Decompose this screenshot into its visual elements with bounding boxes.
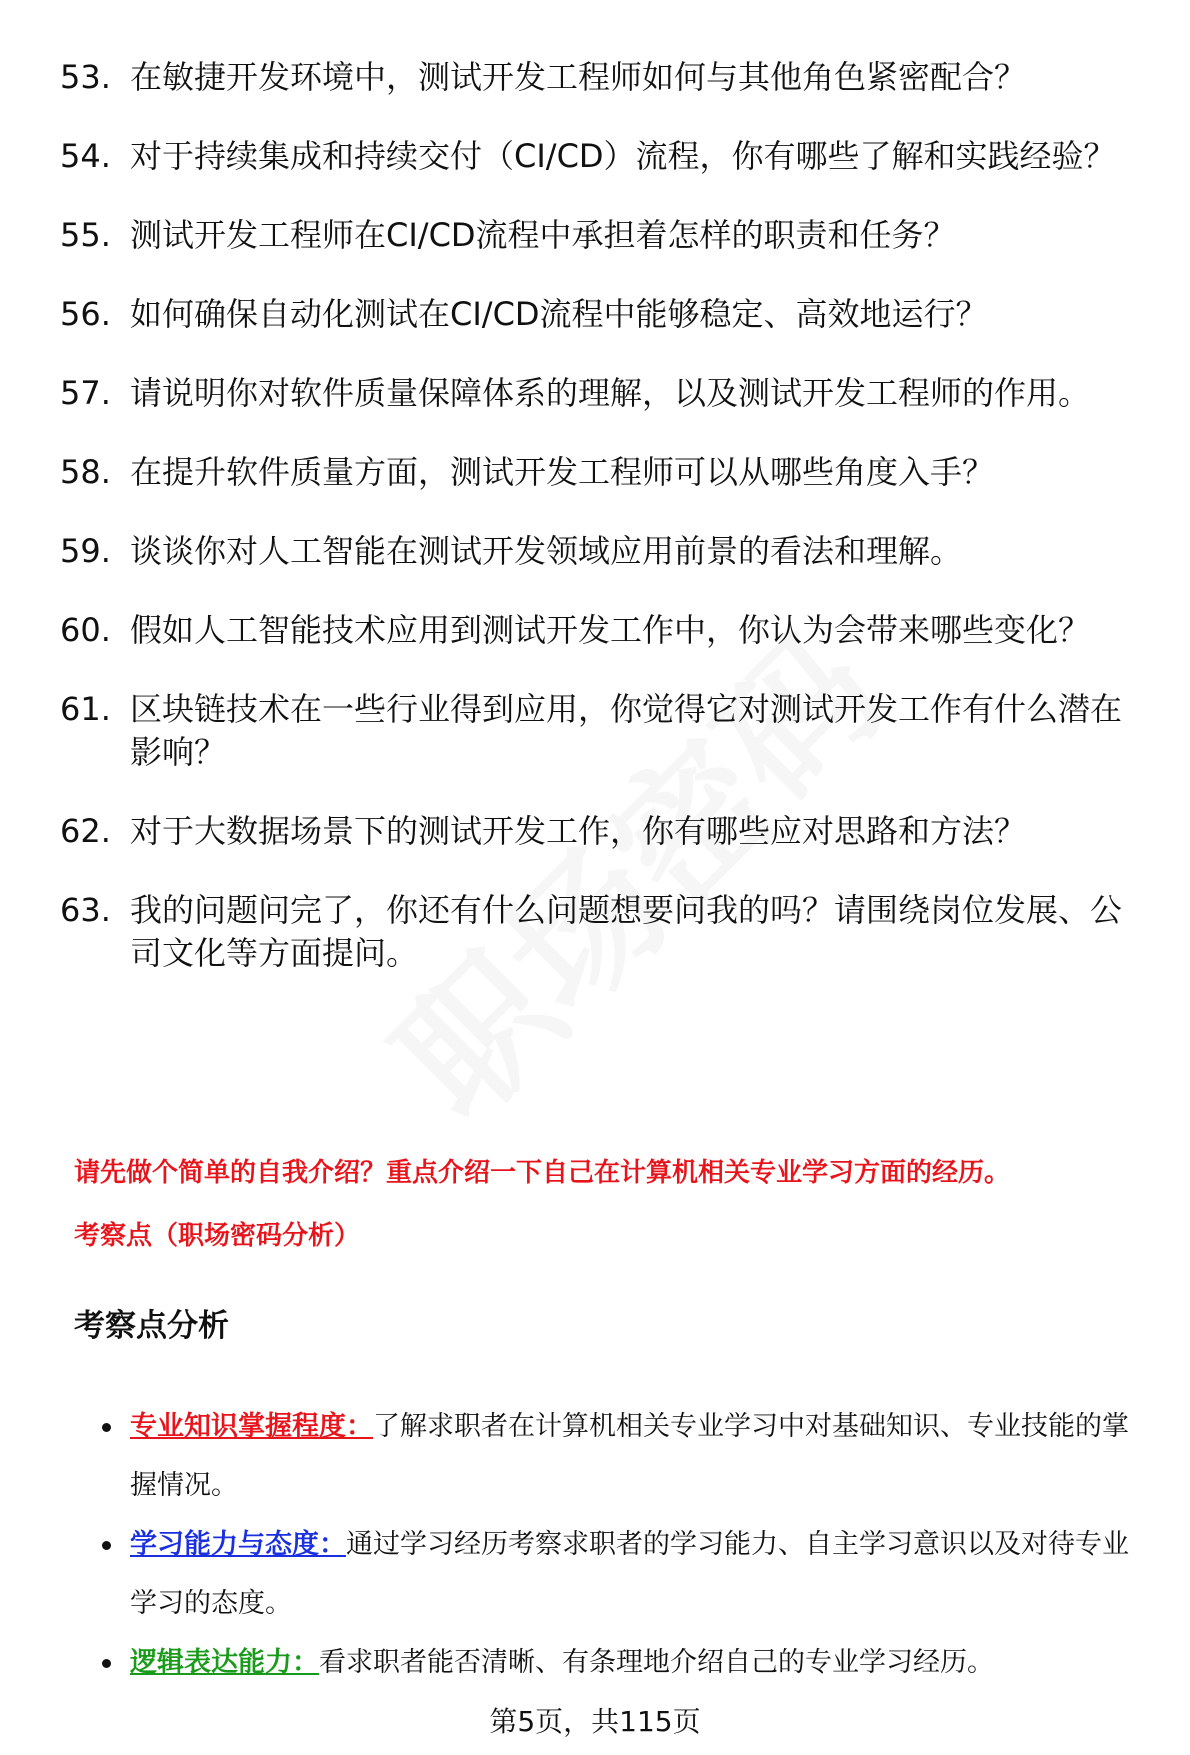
question-number: 56. (60, 295, 111, 333)
analysis-tag: 考察点（职场密码分析） (74, 1221, 361, 1251)
question-item (0, 530, 1190, 573)
bullet-label: 学习能力与态度： (130, 1529, 346, 1560)
analysis-bullets (0, 1397, 1190, 1692)
question-list (0, 56, 1190, 1011)
question-item (0, 609, 1190, 652)
question-text: 对于大数据场景下的测试开发工作，你有哪些应对思路和方法？ (130, 812, 1027, 850)
question-text: 我的问题问完了，你还有什么问题想要问我的吗？请围绕岗位发展、公司文化等方面提问。 (130, 891, 1123, 972)
bullet-text: 看求职者能否清晰、有条理地介绍自己的专业学习经历。 (319, 1647, 994, 1678)
question-item (0, 889, 1190, 975)
question-text: 如何确保自动化测试在CI/CD流程中能够稳定、高效地运行？ (130, 295, 988, 333)
question-text: 请说明你对软件质量保障体系的理解，以及测试开发工程师的作用。 (130, 374, 1091, 412)
question-text: 在敏捷开发环境中，测试开发工程师如何与其他角色紧密配合？ (130, 58, 1027, 96)
bullet-item (0, 1515, 1190, 1633)
question-text: 谈谈你对人工智能在测试开发领域应用前景的看法和理解。 (130, 532, 963, 570)
question-text: 测试开发工程师在CI/CD流程中承担着怎样的职责和任务？ (130, 216, 956, 254)
analysis-heading: 考察点分析 (74, 1308, 229, 1344)
question-number: 53. (60, 58, 111, 96)
question-number: 54. (60, 137, 111, 175)
question-item (0, 810, 1190, 853)
question-item (0, 56, 1190, 99)
question-text: 区块链技术在一些行业得到应用，你觉得它对测试开发工作有什么潜在影响？ (130, 690, 1123, 771)
bullet-text: 通过学习经历考察求职者的学习能力、自主学习意识以及对待专业学习的态度。 (130, 1529, 1129, 1619)
question-text: 假如人工智能技术应用到测试开发工作中，你认为会带来哪些变化？ (130, 611, 1091, 649)
question-number: 57. (60, 374, 111, 412)
question-text: 在提升软件质量方面，测试开发工程师可以从哪些角度入手？ (130, 453, 995, 491)
bullet-icon (102, 1659, 111, 1668)
question-item (0, 135, 1190, 178)
question-number: 55. (60, 216, 111, 254)
bullet-label: 逻辑表达能力： (130, 1647, 319, 1678)
bullet-text: 了解求职者在计算机相关专业学习中对基础知识、专业技能的掌握情况。 (130, 1411, 1129, 1501)
question-number: 63. (60, 891, 111, 929)
question-number: 60. (60, 611, 111, 649)
question-number: 61. (60, 690, 111, 728)
bullet-icon (102, 1541, 111, 1550)
highlight-question: 请先做个简单的自我介绍？重点介绍一下自己在计算机相关专业学习方面的经历。 (74, 1158, 1011, 1188)
question-number: 62. (60, 812, 111, 850)
page-footer: 第5页，共115页 (489, 1705, 701, 1738)
question-item (0, 451, 1190, 494)
question-item (0, 372, 1190, 415)
bullet-label: 专业知识掌握程度： (130, 1411, 373, 1442)
question-item (0, 214, 1190, 257)
question-number: 59. (60, 532, 111, 570)
question-number: 58. (60, 453, 111, 491)
bullet-item (0, 1633, 1190, 1692)
question-item (0, 293, 1190, 336)
question-item (0, 688, 1190, 774)
question-text: 对于持续集成和持续交付（CI/CD）流程，你有哪些了解和实践经验？ (130, 137, 1116, 175)
bullet-icon (102, 1423, 111, 1432)
bullet-item (0, 1397, 1190, 1515)
